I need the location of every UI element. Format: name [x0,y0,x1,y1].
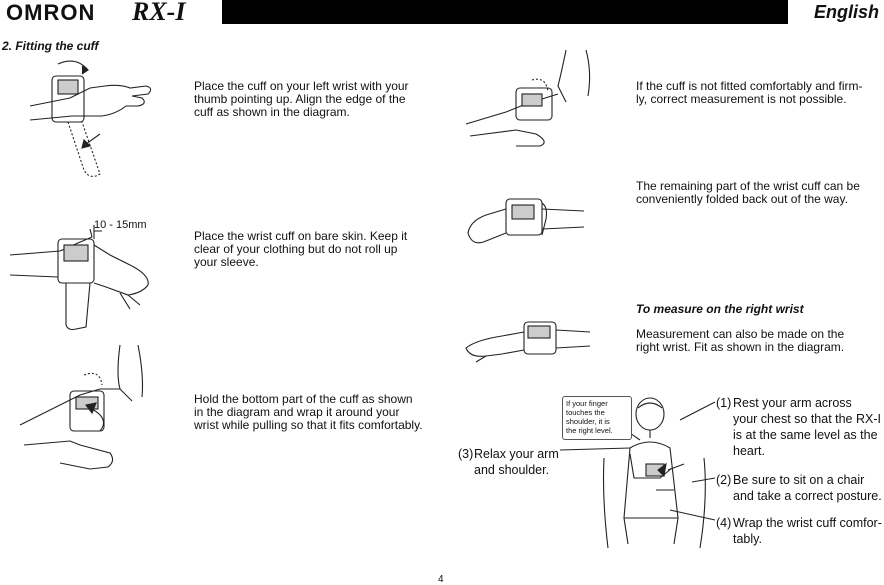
step-text: Place the cuff on your left wrist with your thumb pointing up. Align the edge of the cuff as shown in the diagram. [194,79,409,119]
section-title: 2. Fitting the cuff [2,39,99,53]
illustration-firm-fit [466,50,606,150]
page-number: 4 [438,574,444,585]
measurement-label: 10 - 15mm [94,219,147,231]
illustration-right-wrist [462,318,592,368]
illustration-bare-skin [10,225,160,335]
brand-logo: OMRON [6,0,96,25]
language-label: English [814,2,880,22]
step-text: Place the wrist cuff on bare skin. Keep it clear of your clothing but do not roll up your sleeve. [194,229,408,269]
model-name: RX-I [132,0,186,26]
posture-item-1-num: (1) [716,396,732,410]
posture-item-1-text: Rest your arm across your chest so that the RX-I is at the same level as the heart. [733,396,881,458]
posture-item-3-text: Relax your arm and shoulder. [474,447,559,477]
illustration-fold-back [466,193,586,255]
right-wrist-heading: To measure on the right wrist [636,302,804,316]
posture-item-2-num: (2) [716,473,732,487]
step-text: The remaining part of the wrist cuff can be conveniently folded back out of the way. [636,179,860,206]
right-wrist-text: Measurement can also be made on the right wrist. Fit as shown in the diagram. [636,327,845,354]
header-bar [222,0,788,24]
step-text: Hold the bottom part of the cuff as shown in the diagram and wrap it around your wrist while pulling so that it fits comfortably. [194,392,423,432]
step-text: If the cuff is not fitted comfortably and firm- ly, correct measurement is not possible. [636,79,863,106]
tip-callout: If your finger touches the shoulder, it is the right level. [562,396,632,440]
posture-item-4-num: (4) [716,516,732,530]
posture-item-3-num: (3) [458,447,474,461]
posture-item-2-text: Be sure to sit on a chair and take a correct posture. [733,473,882,503]
posture-item-4-text: Wrap the wrist cuff comfor- tably. [733,516,882,546]
illustration-cuff-placement [30,58,170,188]
illustration-wrap-cuff [20,345,160,480]
